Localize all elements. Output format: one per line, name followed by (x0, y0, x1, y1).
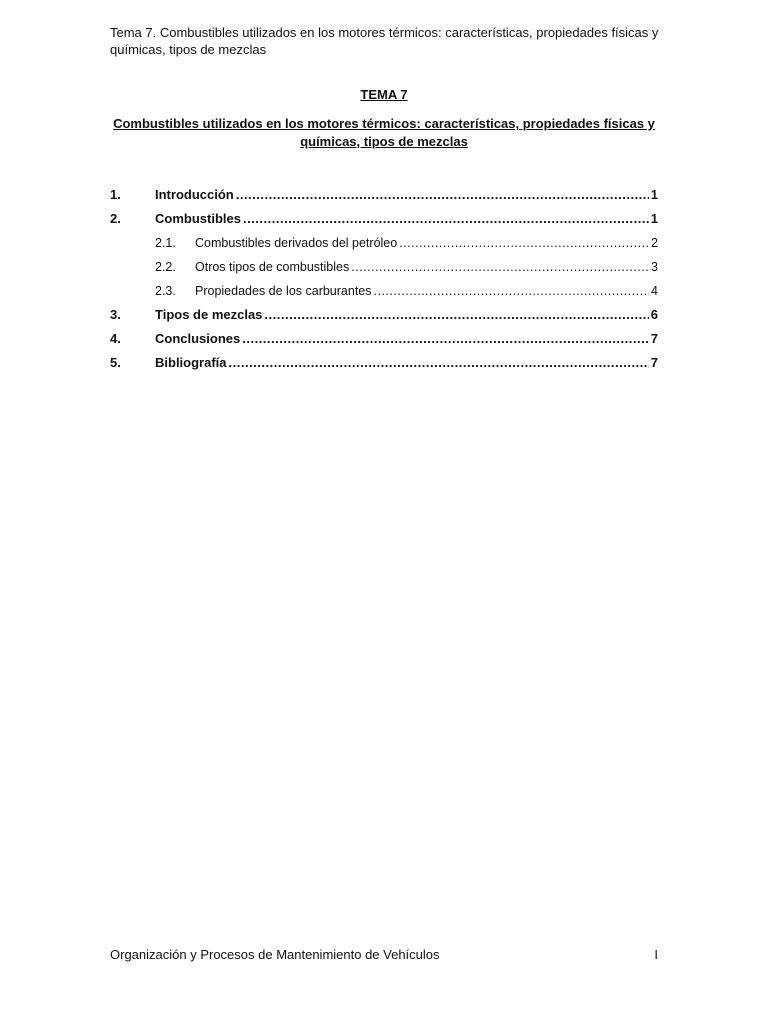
toc-entry-label: Conclusiones (155, 331, 241, 346)
toc-entry-conclusiones[interactable] (110, 327, 658, 351)
toc-entry-page: 1 (650, 211, 658, 226)
toc-entry-number: 1. (110, 187, 121, 202)
toc-entry-number: 2.1. (155, 236, 176, 250)
toc-entry-propiedades[interactable] (110, 279, 658, 303)
toc-entry-number: 2. (110, 211, 121, 226)
toc-dot-leader (236, 183, 649, 207)
toc-entry-number: 2.3. (155, 284, 176, 298)
toc-dot-leader (242, 327, 649, 351)
toc-entry-page: 2 (651, 236, 658, 250)
document-title: TEMA 7 (360, 87, 408, 102)
document-subtitle: Combustibles utilizados en los motores térmicos: características, propiedades físicas y químicas, tipos de mezclas (113, 116, 655, 149)
toc-entry-combustibles[interactable] (110, 207, 658, 231)
footer-text: Organización y Procesos de Mantenimiento de Vehículos (110, 947, 440, 962)
toc-entry-label: Combustibles derivados del petróleo (195, 236, 398, 250)
table-of-contents (110, 183, 658, 375)
page-footer (110, 946, 658, 963)
toc-dot-leader (229, 351, 649, 375)
toc-entry-label: Bibliografía (155, 355, 227, 370)
toc-dot-leader (243, 207, 649, 231)
toc-entry-page: 7 (650, 331, 658, 346)
toc-entry-number: 2.2. (155, 260, 176, 274)
toc-entry-page: 1 (650, 187, 658, 202)
toc-entry-page: 3 (651, 260, 658, 274)
toc-entry-label: Propiedades de los carburantes (195, 284, 372, 298)
footer-page-number: I (654, 947, 658, 962)
toc-dot-leader (264, 303, 648, 327)
toc-entry-number: 3. (110, 307, 121, 322)
toc-dot-leader (374, 279, 650, 303)
toc-entry-label: Introducción (155, 187, 234, 202)
toc-entry-page: 4 (651, 284, 658, 298)
toc-dot-leader (351, 255, 649, 279)
toc-entry-introduccion[interactable] (110, 183, 658, 207)
toc-entry-combustibles-derivados[interactable] (110, 231, 658, 255)
toc-entry-number: 5. (110, 355, 121, 370)
toc-entry-number: 4. (110, 331, 121, 346)
toc-entry-page: 6 (650, 307, 658, 322)
toc-entry-label: Tipos de mezclas (155, 307, 263, 322)
toc-entry-label: Otros tipos de combustibles (195, 260, 350, 274)
toc-entry-bibliografia[interactable] (110, 351, 658, 375)
toc-dot-leader (399, 231, 649, 255)
page-header: Tema 7. Combustibles utilizados en los motores térmicos: características, propiedades físicas y químicas, tipos de mezclas (110, 25, 659, 57)
toc-entry-page: 7 (650, 355, 658, 370)
toc-entry-otros-tipos[interactable] (110, 255, 658, 279)
toc-entry-tipos-de-mezclas[interactable] (110, 303, 658, 327)
toc-entry-label: Combustibles (155, 211, 241, 226)
